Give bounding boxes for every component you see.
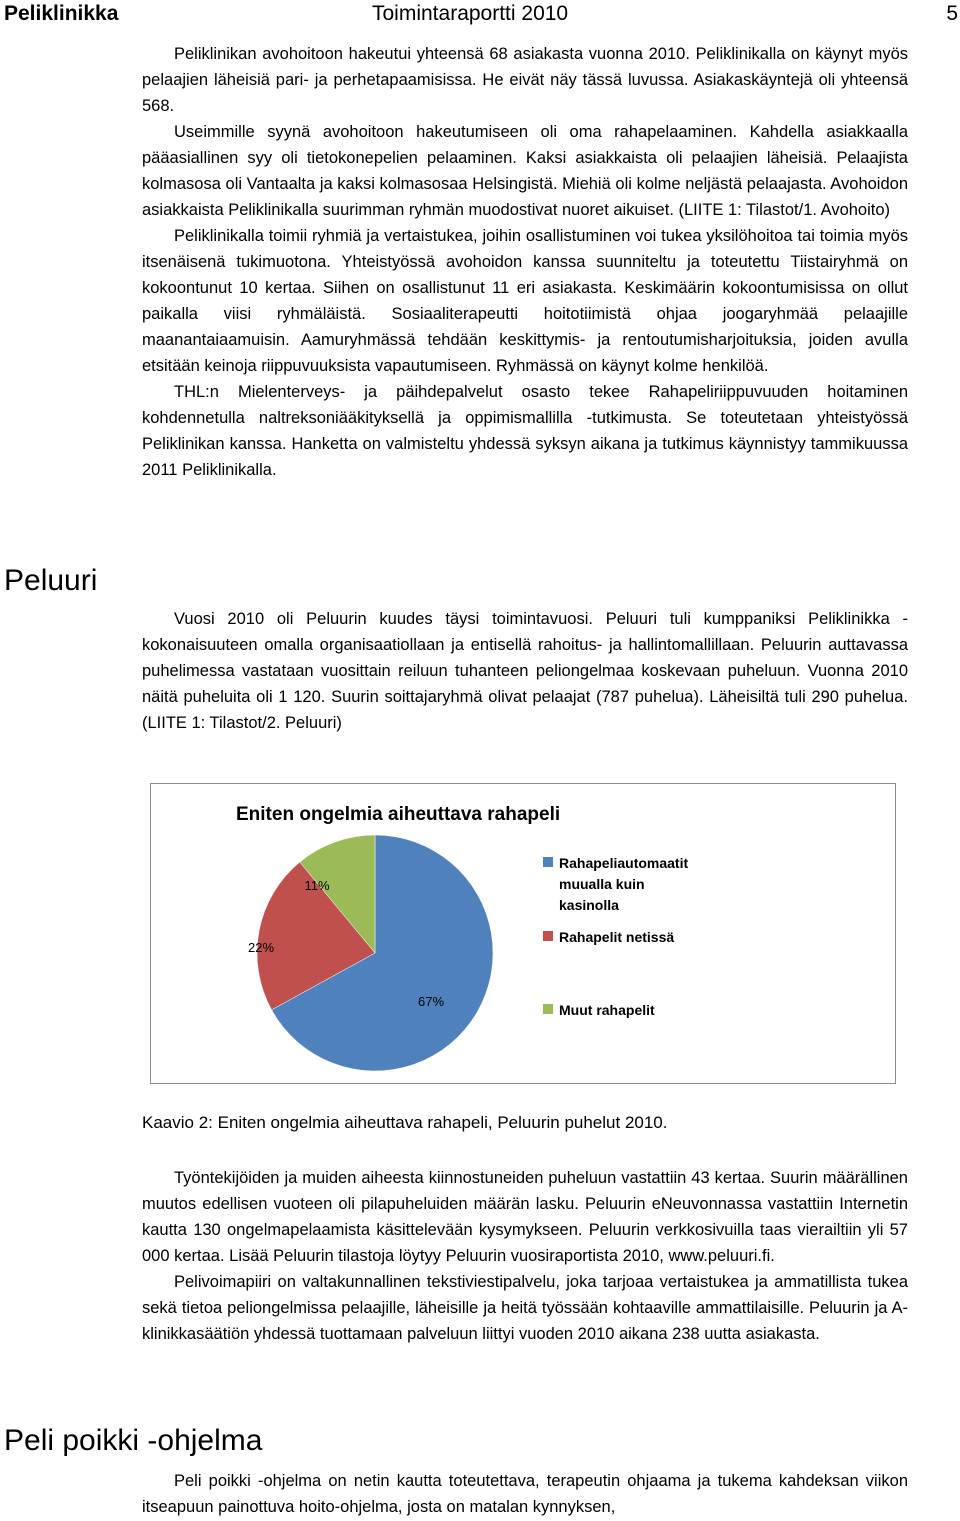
peluuri-text [142, 606, 908, 736]
page-number: 5 [946, 2, 958, 25]
section-heading-pelipoikki: Peli poikki -ohjelma [4, 1424, 263, 1457]
header-section: Peliklinikka [4, 2, 119, 25]
peluuri-text-continued [142, 1165, 908, 1347]
pelipoikki-text [142, 1468, 908, 1520]
legend-swatch [543, 1004, 553, 1014]
legend-swatch [543, 857, 553, 867]
legend-label: Rahapeliautomaatit muualla kuin kasinolla [559, 855, 689, 913]
pie-chart-svg [151, 784, 897, 1085]
peliklinikka-text [142, 41, 908, 483]
paragraph: Peliklinikan avohoitoon hakeutui yhteensä 68 asiakasta vuonna 2010. Peliklinikalla on käynyt myös pelaajien läheisiä pari- ja perhetapaamisissa. He eivät näy tässä luvussa. Asiakaskäyntejä oli yhteensä 568. [142, 45, 908, 115]
pie-chart [150, 783, 896, 1084]
pie-data-label: 22% [247, 940, 275, 955]
pie-data-label: 67% [417, 994, 445, 1009]
page-header [0, 0, 960, 30]
paragraph: Pelivoimapiiri on valtakunnallinen tekstiviestipalvelu, joka tarjoaa vertaistukea ja ammatillista tukea sekä tietoa peliongelmissa pelaajille, läheisille ja heitä työssään kohtaaville ammattilaisille. Peluurin ja A-klinikkasäätiön yhdessä tuottamaan palveluun liittyi vuoden 2010 aikana 238 uutta asiakasta. [142, 1273, 908, 1343]
legend-label: Muut rahapelit [559, 1002, 655, 1018]
paragraph: Työntekijöiden ja muiden aiheesta kiinnostuneiden puheluun vastattiin 43 kertaa. Suurin määrällinen muutos edellisen vuoteen oli pilapuheluiden määrän lasku. Peluurin eNeuvonnassa vastattiin Internetin kautta 130 ongelmapelaamista käsittelevään kysymykseen. Peluurin verkkosivuilla taas vierailtiin yli 57 000 kertaa. Lisää Peluurin tilastoja löytyy Peluurin vuosiraportista 2010, www.peluuri.fi. [142, 1169, 908, 1265]
paragraph: Peliklinikalla toimii ryhmiä ja vertaistukea, joihin osallistuminen voi tukea yksilöhoitoa tai toimia myös itsenäisenä tukimuotona. Yhteistyössä avohoidon kanssa suunniteltu ja toteutettu Tiistairyhmä on kokoontunut 10 kertaa. Siihen on osallistunut 11 eri asiakasta. Keskimäärin kokoontumisissa on ollut paikalla viisi ryhmäläistä. Sosiaaliterapeutti hoitotiimistä ohjaa joogaryhmää pelaajille maanantaiaamuisin. Aamuryhmässä tehdään keskittymis- ja rentoutumisharjoituksia, joiden avulla etsitään keinoja riippuvuuksista vapautumiseen. Ryhmässä on käynyt kolme henkilöä. [142, 227, 908, 375]
chart-caption: Kaavio 2: Eniten ongelmia aiheuttava rahapeli, Peluurin puhelut 2010. [142, 1113, 668, 1132]
paragraph: Useimmille syynä avohoitoon hakeutumiseen oli oma rahapelaaminen. Kahdella asiakkaalla pääasiallinen syy oli tietokonepelien pelaaminen. Kaksi asiakkaista oli pelaajien läheisiä. Pelaajista kolmasosa oli Vantaalta ja kaksi kolmasosaa Helsingistä. Miehiä oli kolme neljästä pelaajasta. Avohoidon asiakkaista Peliklinikalla suurimman ryhmän muodostivat nuoret aikuiset. (LIITE 1: Tilastot/1. Avohoito) [142, 123, 908, 219]
section-heading-peluuri: Peluuri [4, 564, 98, 597]
legend-swatch [543, 931, 553, 941]
paragraph: Peli poikki -ohjelma on netin kautta toteutettava, terapeutin ohjaama ja tukema kahdeksan viikon itseapuun painottuva hoito-ohjelma, josta on matalan kynnyksen, [142, 1472, 908, 1516]
header-report-title: Toimintaraportti 2010 [372, 2, 569, 25]
paragraph: THL:n Mielenterveys- ja päihdepalvelut osasto tekee Rahapeliriippuvuuden hoitaminen kohdennetulla naltreksoniääkityksellä ja oppimismallilla -tutkimusta. Se toteutetaan yhteistyössä Peliklinikan kanssa. Hanketta on valmisteltu yhdessä syksyn aikana ja tutkimus käynnistyy tammikuussa 2011 Peliklinikalla. [142, 383, 908, 479]
chart-title: Eniten ongelmia aiheuttava rahapeli [236, 804, 561, 825]
pie-data-label: 11% [304, 878, 330, 893]
paragraph: Vuosi 2010 oli Peluurin kuudes täysi toimintavuosi. Peluuri tuli kumppaniksi Peliklinikka -kokonaisuuteen omalla organisaatiollaan ja entisellä rahoitus- ja hallintomallillaan. Peluurin auttavassa puhelimessa vastataan vuosittain reiluun tuhanteen peliongelmaa koskevaan puheluun. Vuonna 2010 näitä puheluita oli 1 120. Suurin soittajaryhmä olivat pelaajat (787 puhelua). Läheisiltä tuli 290 puhelua. (LIITE 1: Tilastot/2. Peluuri) [142, 610, 908, 732]
legend-label: Rahapelit netissä [559, 929, 675, 945]
